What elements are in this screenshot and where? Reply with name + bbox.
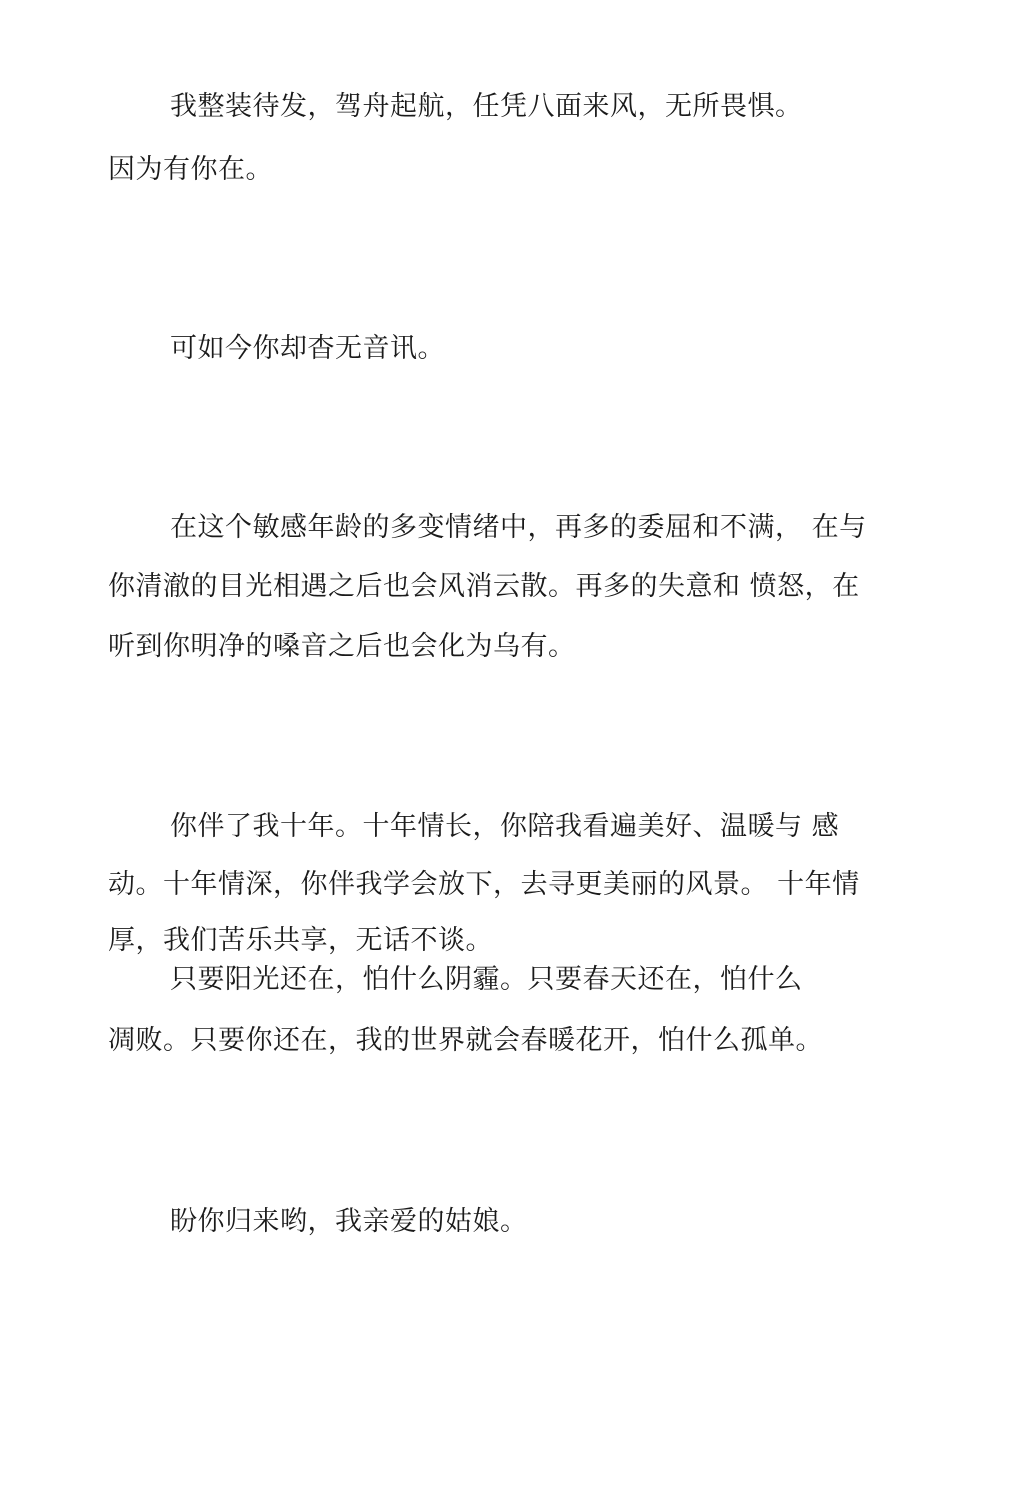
text-line: 你伴了我十年。十年情长，你陪我看遍美好、温暖与 感 [170,811,840,842]
text-line: 你清澈的目光相遇之后也会风消云散。再多的失意和 愤怒，在 [108,571,860,602]
text-line: 只要阳光还在，怕什么阴霾。只要春天还在，怕什么 [170,964,803,995]
text-line: 听到你明净的嗓音之后也会化为乌有。 [108,631,576,662]
text-line: 在这个敏感年龄的多变情绪中，再多的委屈和不满， 在与 [170,512,867,543]
text-line: 我整装待发，驾舟起航，任凭八面来风，无所畏惧。 [170,91,803,122]
text-line: 动。十年情深，你伴我学会放下，去寻更美丽的风景。 十年情 [108,869,860,900]
text-line: 凋败。只要你还在，我的世界就会春暖花开，怕什么孤单。 [108,1025,823,1056]
text-line: 盼你归来哟，我亲爱的姑娘。 [170,1206,528,1237]
text-line: 可如今你却杳无音讯。 [170,333,445,364]
text-line: 厚，我们苦乐共享，无话不谈。 [108,925,493,956]
text-line: 因为有你在。 [108,154,273,185]
